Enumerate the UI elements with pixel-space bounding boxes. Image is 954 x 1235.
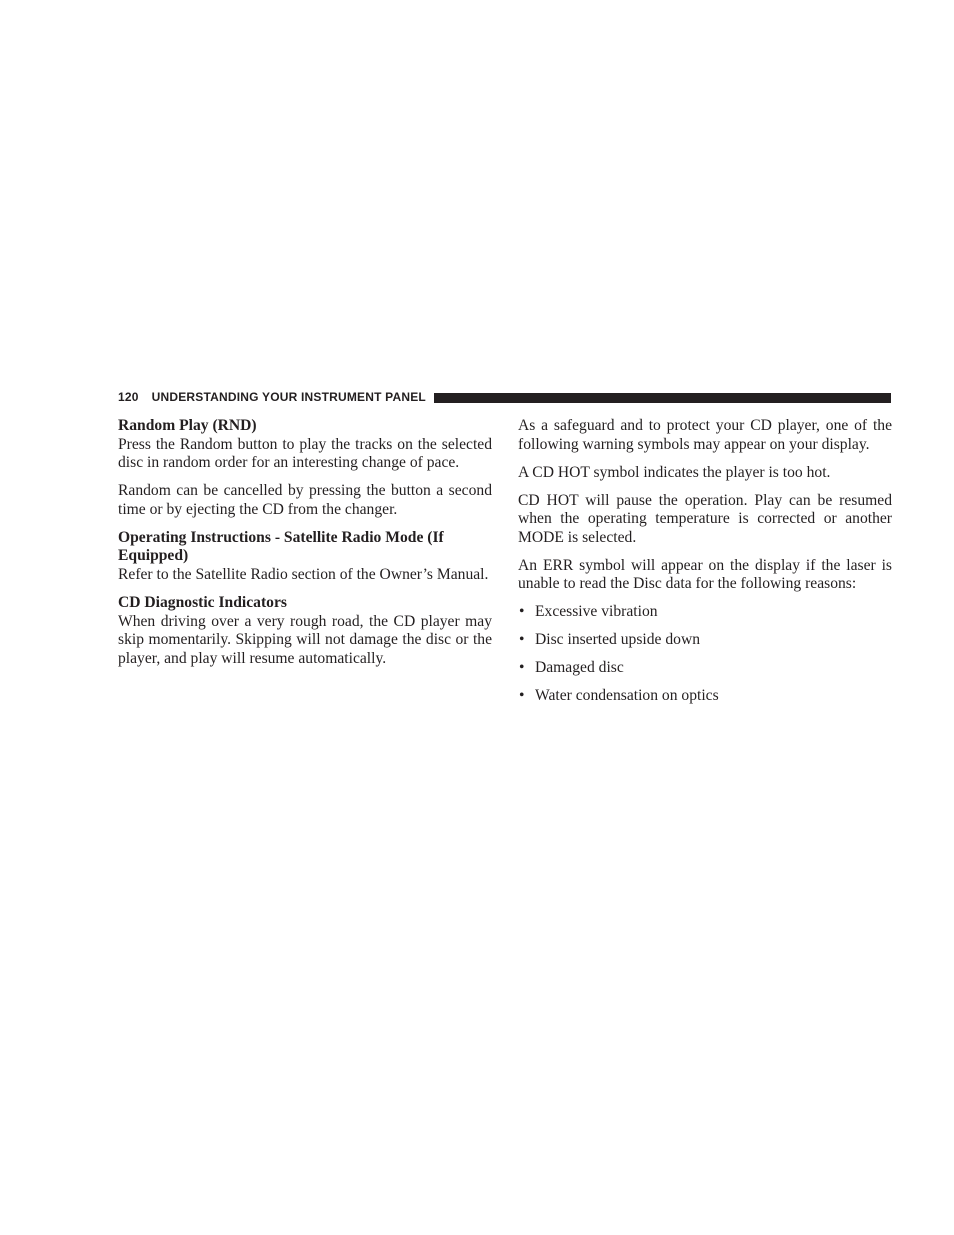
paragraph-random-2: Random can be cancelled by pressing the button a second time or by ejecting the CD from the changer. [118,482,492,518]
header-rule-bar [434,393,891,403]
list-item [518,631,892,650]
heading-cd-diagnostic: CD Diagnostic Indicators [118,593,287,611]
section-title: UNDERSTANDING YOUR INSTRUMENT PANEL [151,390,426,404]
page-header [118,389,891,405]
bullet-icon: • [519,603,525,621]
list-item [518,687,892,706]
list-item-text: Disc inserted upside down [535,631,701,649]
paragraph-random-1: Press the Random button to play the tracks on the selected disc in random order for an interesting change of pace. [118,435,492,472]
list-item-text: Excessive vibration [535,603,658,621]
reasons-list [518,603,892,706]
paragraph-err-symbol: An ERR symbol will appear on the display if the laser is unable to read the Disc data for the following reasons: [518,556,892,593]
paragraph-cd-hot: A CD HOT symbol indicates the player is too hot. [518,463,831,481]
bullet-icon: • [519,659,525,677]
heading-random-play: Random Play (RND) [118,417,257,434]
bullet-icon: • [519,631,525,649]
list-item [518,603,892,622]
page-number: 120 [118,390,139,404]
list-item-text: Water condensation on optics [535,687,719,705]
paragraph-diagnostic: When driving over a very rough road, the CD player may skip momentarily. Skipping will not damage the disc or the player, and play will resume automatically. [118,612,492,667]
left-column [118,417,492,678]
list-item [518,659,892,678]
list-item-text: Damaged disc [535,659,624,677]
heading-satellite-radio: Operating Instructions - Satellite Radio Mode (If Equipped) [118,528,444,565]
paragraph-cd-hot-pause: CD HOT will pause the operation. Play can be resumed when the operating temperature is corrected or another MODE is selected. [518,491,892,546]
bullet-icon: • [519,687,525,705]
paragraph-safeguard: As a safeguard and to protect your CD player, one of the following warning symbols may appear on your display. [518,417,892,453]
paragraph-satellite: Refer to the Satellite Radio section of the Owner’s Manual. [118,565,489,583]
right-column [518,417,892,715]
